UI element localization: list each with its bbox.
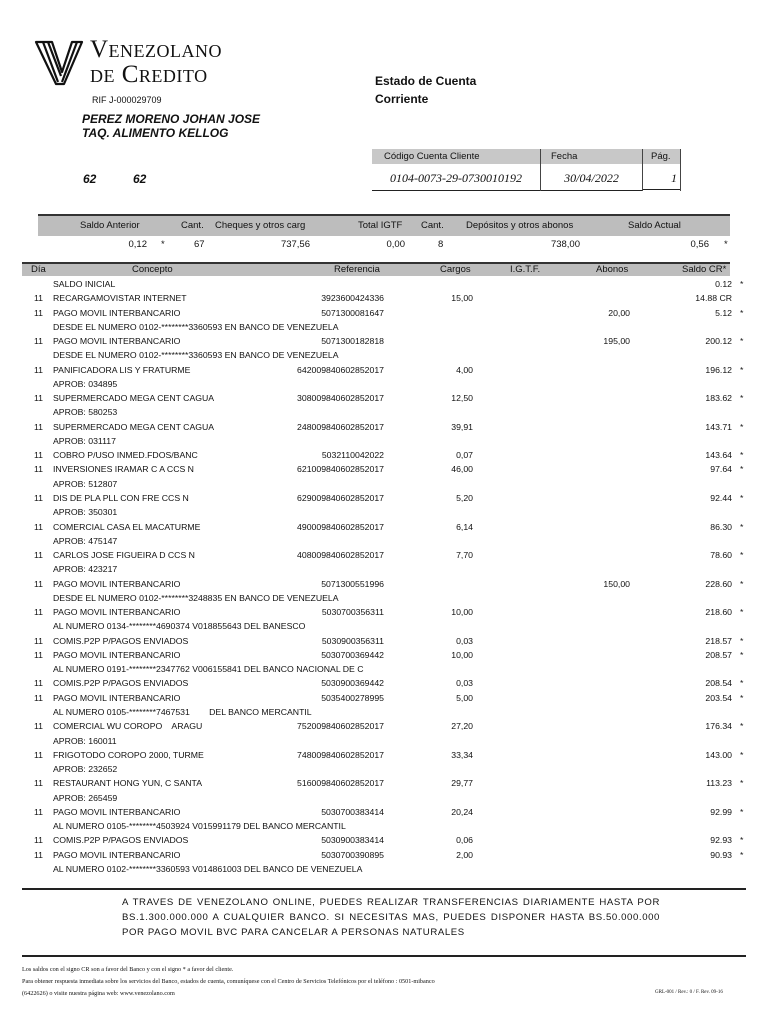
- tx-charge: 29,77: [451, 778, 473, 789]
- tx-balance-mark: *: [740, 721, 744, 732]
- table-row: [0, 734, 768, 748]
- account-page: 1: [643, 166, 680, 190]
- tx-balance-mark: *: [740, 849, 744, 860]
- tx-concept: DESDE EL NUMERO 0102-********3248835 EN BANCO DE VENEZUELA: [53, 592, 339, 603]
- tx-balance: 90.93: [710, 849, 732, 860]
- tx-day: 11: [34, 464, 44, 475]
- table-row: [0, 548, 768, 562]
- tx-charge: 0,03: [456, 678, 473, 689]
- tx-charge: 0,03: [456, 635, 473, 646]
- tx-balance: 143.00: [705, 749, 732, 760]
- tx-balance: 208.57: [705, 649, 732, 660]
- tx-balance-mark: *: [740, 835, 744, 846]
- table-row: [0, 848, 768, 862]
- tx-day: 11: [34, 649, 44, 660]
- tx-balance: 5.12: [715, 307, 732, 318]
- tx-reference: 752009840602852017: [297, 721, 384, 732]
- tx-concept: DESDE EL NUMERO 0102-********3360593 EN BANCO DE VENEZUELA: [53, 350, 339, 361]
- column-concept: Concepto: [132, 264, 173, 275]
- tx-reference: 5030900383414: [321, 835, 384, 846]
- table-row: [0, 306, 768, 320]
- tx-charge: 4,00: [456, 364, 473, 375]
- tx-balance-mark: *: [740, 336, 744, 347]
- table-row: [0, 577, 768, 591]
- tx-charge: 15,00: [451, 293, 473, 304]
- tx-day: 11: [34, 393, 44, 404]
- tx-reference: 308009840602852017: [297, 393, 384, 404]
- tx-concept: APROB: 580253: [53, 407, 118, 418]
- table-row: [0, 562, 768, 576]
- table-row: [0, 391, 768, 405]
- tx-reference: 5071300182818: [321, 336, 384, 347]
- tx-day: 11: [34, 635, 44, 646]
- tx-concept: COMERCIAL WU COROPO ARAGU: [53, 721, 203, 732]
- table-row: [0, 862, 768, 876]
- tx-balance-mark: *: [740, 692, 744, 703]
- table-row: [0, 705, 768, 719]
- tx-charge: 10,00: [451, 649, 473, 660]
- tx-balance: 97.64: [710, 464, 732, 475]
- tx-balance: 208.54: [705, 678, 732, 689]
- tx-balance: 176.34: [705, 721, 732, 732]
- tx-concept: APROB: 423217: [53, 564, 118, 575]
- table-row: [0, 434, 768, 448]
- tx-balance: 92.93: [710, 835, 732, 846]
- table-row: [0, 791, 768, 805]
- tx-concept: PAGO MOVIL INTERBANCARIO: [53, 307, 181, 318]
- tx-balance-mark: *: [740, 421, 744, 432]
- table-row: [0, 420, 768, 434]
- summary-header-deposits: Depósitos y otros abonos: [466, 220, 574, 231]
- tx-day: 11: [34, 678, 44, 689]
- tx-balance: 143.64: [705, 450, 732, 461]
- tx-concept: CARLOS JOSE FIGUEIRA D CCS N: [53, 550, 195, 561]
- tx-concept: RECARGAMOVISTAR INTERNET: [53, 293, 187, 304]
- table-row: [0, 619, 768, 633]
- table-row: [0, 762, 768, 776]
- tx-concept: COBRO P/USO INMED.FDOS/BANC: [53, 450, 198, 461]
- tx-balance-mark: *: [740, 307, 744, 318]
- tx-balance: 86.30: [710, 521, 732, 532]
- tx-day: 11: [34, 721, 44, 732]
- column-charges: Cargos: [440, 264, 471, 275]
- tx-reference: 5032110042022: [321, 450, 384, 461]
- tx-credit: 195,00: [603, 336, 630, 347]
- tx-balance-mark: *: [740, 607, 744, 618]
- tx-day: 11: [34, 521, 44, 532]
- bank-name-line2: de Credito: [90, 61, 208, 88]
- tx-balance-mark: *: [740, 364, 744, 375]
- tx-balance: 183.62: [705, 393, 732, 404]
- tx-reference: 5071300081647: [321, 307, 384, 318]
- tx-reference: 5030900369442: [321, 678, 384, 689]
- tx-day: 11: [34, 492, 44, 503]
- tx-balance-mark: *: [740, 649, 744, 660]
- summary-checks: 737,56: [280, 239, 310, 250]
- tx-day: 11: [34, 364, 44, 375]
- summary-current-mark: *: [724, 239, 728, 250]
- client-code-b: 62: [133, 172, 147, 186]
- tx-concept: PAGO MOVIL INTERBANCARIO: [53, 649, 181, 660]
- tx-reference: 5030700390895: [321, 849, 384, 860]
- tx-balance-mark: *: [740, 806, 744, 817]
- tx-balance: 200.12: [705, 336, 732, 347]
- tx-concept: SALDO INICIAL: [53, 279, 116, 289]
- tx-concept: SUPERMERCADO MEGA CENT CAGUA: [53, 421, 215, 432]
- tx-balance: 228.60: [705, 578, 732, 589]
- summary-header-igtf: Total IGTF: [358, 220, 403, 231]
- tx-day: 11: [34, 550, 44, 561]
- tx-balance: 143.71: [705, 421, 732, 432]
- table-row: [0, 520, 768, 534]
- bank-rif: RIF J-000029709: [92, 95, 162, 105]
- tx-balance-mark: *: [740, 279, 744, 289]
- tx-balance: 92.99: [710, 806, 732, 817]
- transactions-table: [0, 277, 768, 876]
- tx-concept: COMIS.P2P P/PAGOS ENVIADOS: [53, 678, 189, 689]
- footer-note-web: (6422626) o visite nuestra página web: www.venezolano.com: [22, 990, 175, 997]
- table-row: [0, 748, 768, 762]
- tx-balance-mark: *: [740, 749, 744, 760]
- tx-balance-mark: *: [740, 492, 744, 503]
- tx-charge: 0,06: [456, 835, 473, 846]
- client-code-a: 62: [83, 172, 97, 186]
- tx-balance-mark: *: [740, 635, 744, 646]
- table-row: [0, 691, 768, 705]
- tx-concept: PANIFICADORA LIS Y FRATURME: [53, 364, 191, 375]
- tx-concept: APROB: 034895: [53, 378, 118, 389]
- tx-day: 11: [34, 578, 44, 589]
- client-business: TAQ. ALIMENTO KELLOG: [82, 126, 229, 140]
- column-igtf: I.G.T.F.: [510, 264, 541, 275]
- column-day: Día: [31, 264, 46, 275]
- tx-concept: RESTAURANT HONG YUN, C SANTA: [53, 778, 202, 789]
- summary-header-count2: Cant.: [421, 220, 444, 231]
- summary-header-prev-balance: Saldo Anterior: [80, 220, 140, 231]
- tx-concept: COMIS.P2P P/PAGOS ENVIADOS: [53, 635, 189, 646]
- promo-notice: A TRAVES DE VENEZOLANO ONLINE, PUEDES REALIZAR TRANSFERENCIAS DIARIAMENTE HASTA POR BS.1.300.000.000 A CUALQUIER BANCO. SI NECESITAS MAS, PUEDES DISPONER HASTA BS.50.000.000 POR PAGO MOVIL BVC PARA CANCELAR A PERSONAS NATURALES: [122, 897, 660, 938]
- tx-day: 11: [34, 692, 44, 703]
- bank-logo-icon: [34, 38, 84, 86]
- table-row: [0, 634, 768, 648]
- tx-day: 11: [34, 749, 44, 760]
- column-balance: Saldo CR*: [682, 264, 727, 275]
- column-reference: Referencia: [334, 264, 380, 275]
- tx-reference: 642009840602852017: [297, 364, 384, 375]
- summary-prev-balance: 0,12: [128, 239, 147, 250]
- account-divider: [540, 149, 541, 191]
- tx-charge: 12,50: [451, 393, 473, 404]
- tx-credit: 150,00: [603, 578, 630, 589]
- form-code: GRL-001 / Rev.: 0 / F. Rev. 09-16: [655, 990, 723, 995]
- table-row: [0, 648, 768, 662]
- account-page-header: Pág.: [643, 149, 680, 164]
- tx-charge: 10,00: [451, 607, 473, 618]
- table-row: [0, 348, 768, 362]
- tx-reference: 408009840602852017: [297, 550, 384, 561]
- tx-day: 11: [34, 293, 44, 304]
- tx-concept: PAGO MOVIL INTERBANCARIO: [53, 607, 181, 618]
- account-divider: [642, 149, 643, 191]
- tx-balance-mark: *: [740, 678, 744, 689]
- table-row: [0, 363, 768, 377]
- tx-concept: PAGO MOVIL INTERBANCARIO: [53, 578, 181, 589]
- summary-deposits: 738,00: [550, 239, 580, 250]
- document-title-line1: Estado de Cuenta: [375, 74, 477, 88]
- tx-reference: 5030700356311: [321, 607, 384, 618]
- tx-concept: PAGO MOVIL INTERBANCARIO: [53, 692, 181, 703]
- tx-reference: 490009840602852017: [297, 521, 384, 532]
- table-row: [0, 320, 768, 334]
- tx-day: 11: [34, 450, 44, 461]
- tx-concept: AL NUMERO 0102-********3360593 V014861003 DEL BANCO DE VENEZUELA: [53, 863, 363, 874]
- table-row: [0, 591, 768, 605]
- table-row: [0, 291, 768, 305]
- tx-concept: AL NUMERO 0191-********2347762 V006155841 DEL BANCO NACIONAL DE C: [53, 664, 364, 675]
- bank-name: Venezolano: [90, 36, 223, 63]
- tx-concept: APROB: 031117: [53, 435, 116, 446]
- account-date: 30/04/2022: [541, 166, 642, 191]
- tx-balance-mark: *: [740, 521, 744, 532]
- table-row: [0, 833, 768, 847]
- tx-day: 11: [34, 336, 44, 347]
- tx-concept: PAGO MOVIL INTERBANCARIO: [53, 849, 181, 860]
- tx-balance: 14.88 CR: [695, 293, 732, 304]
- tx-day: 11: [34, 607, 44, 618]
- tx-charge: 7,70: [456, 550, 473, 561]
- summary-current-balance: 0,56: [690, 239, 709, 250]
- table-row: [0, 405, 768, 419]
- tx-concept: AL NUMERO 0105-********4503924 V015991179 DEL BANCO MERCANTIL: [53, 821, 346, 832]
- table-row: [0, 805, 768, 819]
- tx-balance: 218.60: [705, 607, 732, 618]
- tx-concept: PAGO MOVIL INTERBANCARIO: [53, 806, 181, 817]
- tx-day: 11: [34, 849, 44, 860]
- footer-note-contact: Para obtener respuesta inmediata sobre los servicios del Banco, estados de cuenta, comuníquese con el Centro de Servicios Telefónicos por el teléfono : 0501-mibanco: [22, 978, 435, 985]
- summary-igtf: 0,00: [386, 239, 405, 250]
- tx-concept: AL NUMERO 0134-********4690374 V018855643 DEL BANESCO: [53, 621, 306, 632]
- summary-prev-mark: *: [161, 239, 165, 250]
- tx-charge: 46,00: [451, 464, 473, 475]
- tx-reference: 5071300551996: [321, 578, 384, 589]
- tx-concept: SUPERMERCADO MEGA CENT CAGUA: [53, 393, 215, 404]
- document-title: [375, 72, 476, 108]
- summary-count1: 67: [194, 239, 205, 250]
- table-row: [0, 505, 768, 519]
- tx-reference: 516009840602852017: [297, 778, 384, 789]
- tx-concept: APROB: 232652: [53, 764, 118, 775]
- client-block: [82, 112, 260, 140]
- table-row: [0, 477, 768, 491]
- tx-concept: FRIGOTODO COROPO 2000, TURME: [53, 749, 204, 760]
- table-row: [0, 448, 768, 462]
- tx-credit: 20,00: [608, 307, 630, 318]
- tx-reference: 5030900356311: [321, 635, 384, 646]
- tx-concept: APROB: 350301: [53, 507, 118, 518]
- tx-balance: 92.44: [710, 492, 732, 503]
- tx-charge: 6,14: [456, 521, 473, 532]
- tx-concept: APROB: 475147: [53, 535, 118, 546]
- client-name: PEREZ MORENO JOHAN JOSE: [82, 112, 261, 126]
- tx-concept: APROB: 512807: [53, 478, 118, 489]
- tx-balance: 203.54: [705, 692, 732, 703]
- tx-day: 11: [34, 421, 44, 432]
- tx-reference: 5030700383414: [321, 806, 384, 817]
- tx-charge: 5,20: [456, 492, 473, 503]
- tx-balance-mark: *: [740, 778, 744, 789]
- account-date-header: Fecha: [541, 149, 642, 164]
- table-row: [0, 776, 768, 790]
- tx-balance: 218.57: [705, 635, 732, 646]
- footer-note-balance: Los saldos con el signo CR son a favor del Banco y con el signo * a favor del cliente.: [22, 966, 234, 973]
- table-end-divider: [22, 888, 746, 890]
- summary-header-count1: Cant.: [181, 220, 204, 231]
- transactions-header: [22, 262, 730, 276]
- summary-header: [38, 214, 730, 236]
- document-title-line2: Corriente: [375, 92, 429, 106]
- tx-charge: 5,00: [456, 692, 473, 703]
- tx-balance: 78.60: [710, 550, 732, 561]
- tx-balance-mark: *: [740, 393, 744, 404]
- tx-day: 11: [34, 835, 44, 846]
- account-divider: [680, 149, 681, 191]
- tx-day: 11: [34, 307, 44, 318]
- table-row: [0, 462, 768, 476]
- tx-charge: 39,91: [451, 421, 473, 432]
- table-row: [0, 719, 768, 733]
- column-credits: Abonos: [596, 264, 629, 275]
- tx-balance: 196.12: [705, 364, 732, 375]
- tx-concept: AL NUMERO 0105-********7467531 DEL BANCO MERCANTIL: [53, 706, 312, 717]
- tx-balance-mark: *: [740, 578, 744, 589]
- tx-charge: 2,00: [456, 849, 473, 860]
- table-row: [0, 377, 768, 391]
- table-row: [0, 605, 768, 619]
- tx-reference: 621009840602852017: [297, 464, 384, 475]
- table-row: [0, 491, 768, 505]
- tx-balance-mark: *: [740, 550, 744, 561]
- tx-day: 11: [34, 778, 44, 789]
- tx-concept: INVERSIONES IRAMAR C A CCS N: [53, 464, 194, 475]
- tx-reference: 5030700369442: [321, 649, 384, 660]
- summary-count2: 8: [438, 239, 444, 250]
- tx-charge: 27,20: [451, 721, 473, 732]
- tx-reference: 748009840602852017: [297, 749, 384, 760]
- tx-balance: 0.12: [715, 279, 732, 289]
- table-row: [0, 534, 768, 548]
- tx-balance-mark: *: [740, 450, 744, 461]
- tx-concept: COMERCIAL CASA EL MACATURME: [53, 521, 201, 532]
- tx-reference: 629009840602852017: [297, 492, 384, 503]
- tx-balance: 113.23: [706, 778, 732, 789]
- tx-reference: 3923600424336: [321, 293, 384, 304]
- tx-concept: APROB: 265459: [53, 792, 118, 803]
- table-row: [0, 277, 768, 291]
- table-row: [0, 662, 768, 676]
- summary-header-current-balance: Saldo Actual: [628, 220, 681, 231]
- footer-divider: [22, 955, 746, 957]
- tx-concept: DESDE EL NUMERO 0102-********3360593 EN BANCO DE VENEZUELA: [53, 321, 339, 332]
- table-row: [0, 334, 768, 348]
- tx-concept: APROB: 160011: [53, 735, 117, 746]
- tx-concept: DIS DE PLA PLL CON FRE CCS N: [53, 492, 189, 503]
- tx-reference: 248009840602852017: [297, 421, 384, 432]
- table-row: [0, 819, 768, 833]
- tx-charge: 0,07: [456, 450, 473, 461]
- tx-concept: COMIS.P2P P/PAGOS ENVIADOS: [53, 835, 189, 846]
- account-code-header: Código Cuenta Cliente: [372, 149, 540, 164]
- account-code: 0104-0073-29-0730010192: [372, 166, 540, 191]
- tx-reference: 5035400278995: [321, 692, 384, 703]
- tx-balance-mark: *: [740, 464, 744, 475]
- tx-charge: 20,24: [451, 806, 473, 817]
- tx-charge: 33,34: [451, 749, 473, 760]
- table-row: [0, 676, 768, 690]
- tx-day: 11: [34, 806, 44, 817]
- summary-header-checks: Cheques y otros carg: [215, 220, 306, 231]
- tx-concept: PAGO MOVIL INTERBANCARIO: [53, 336, 181, 347]
